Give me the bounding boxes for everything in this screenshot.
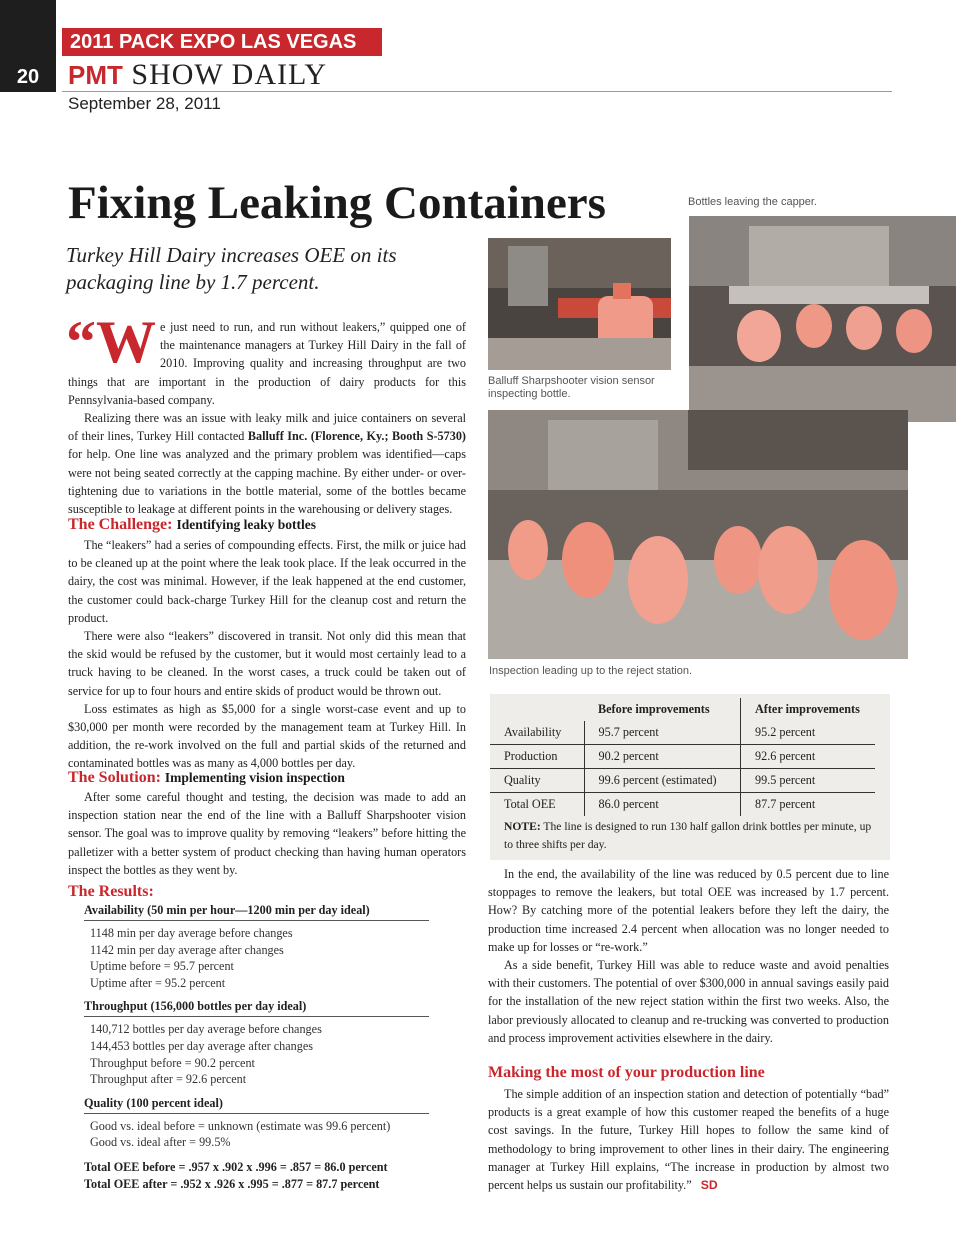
company-contact: Balluff Inc. (Florence, Ky.; Booth S-5730) (247, 429, 466, 444)
making-text (488, 1085, 889, 1194)
issue-date: September 28, 2011 (68, 94, 221, 113)
caption-reject: Inspection leading up to the reject station. (489, 665, 693, 677)
drop-cap: “W (66, 309, 156, 375)
challenge-paragraph-3: Loss estimates as high as $5,000 for a single worst-case event and up to $30,000 per month were recorded by the management team at Turkey Hill. In addition, the re-work involved on the full and partial skids of the returned and contaminated bottles was as many as 4,000 bottles per day. (68, 701, 466, 771)
right-paragraph-2: As a side benefit, Turkey Hill was able to reduce waste and avoid penalties with their customers. The potential of over $300,000 in annual savings easily paid for the installation of the new reject station within the first two weeks. Also, the labor previously allocated to cleanup and re-trucking was converted to production and process improvement activities elsewhere in the dairy. (488, 958, 889, 1045)
challenge-paragraph-2: There were also “leakers” discovered in transit. Not only did this mean that the skid would be refused by the customer, but it would most certainly lead to a truck having to be cleaned. In the worst cases, a truck could be taken out of service for up to four hours and entire skids of product would be thrown out. (68, 629, 466, 698)
table-note: NOTE: The line is designed to run 130 half gallon drink bottles per minute, up to three shifts per day. (504, 820, 872, 851)
article-deck: Turkey Hill Dairy increases OEE on its packaging line by 1.7 percent. (66, 243, 397, 294)
solution-text (68, 788, 466, 879)
results-quality-lines: Good vs. ideal before = unknown (estimate was 99.6 percent) Good vs. ideal after = 99.5% (90, 1118, 391, 1150)
right-text (488, 865, 889, 1047)
photo-capper (689, 216, 956, 422)
making-paragraph-1: The simple addition of an inspection station and detection of potentially “bad” products is a great example of how this customer reaped the benefits of a huge cost savings. In the future, Turkey Hill hopes to follow the same kind of methodology to bring improvement to other lines in their dairy. The engineering manager at Turkey Hill explains, “The increase in production by almost two percent helps us sustain our profitability.” (488, 1087, 889, 1193)
intro-text (66, 309, 466, 518)
caption-sensor: Balluff Sharpshooter vision sensor inspecting bottle. (488, 375, 655, 400)
oee-table-box (490, 694, 890, 860)
publication-name (68, 58, 327, 92)
header-rule (62, 91, 892, 92)
table-row: Availability 95.7 percent 95.2 percent (490, 721, 875, 745)
total-oee-after: Total OEE after = .952 x .926 x .995 = .877 = 87.7 percent (84, 1176, 380, 1191)
challenge-heading: The Challenge: Identifying leaky bottles (68, 516, 316, 533)
total-oee-before: Total OEE before = .957 x .902 x .996 = .857 = 86.0 percent (84, 1159, 388, 1174)
page-number: 20 (16, 66, 40, 88)
solution-paragraph-1: After some careful thought and testing, the decision was made to add an inspection station near the end of the line with a Balluff Sharpshooter vision sensor. The goal was to improve quality by removing “leakers” before hitting the palletizer with a better system of product checking than having human operators inspect the bottles as they went by. (68, 790, 466, 877)
article-title: Fixing Leaking Containers (68, 177, 606, 229)
intro-paragraph-2a: Realizing there was an issue with leaky milk and juice containers on several of their lines, Turkey Hill contacted (68, 411, 466, 444)
oee-comparison-table (490, 698, 875, 816)
results-block (84, 903, 444, 1192)
caption-capper: Bottles leaving the capper. (688, 196, 818, 208)
intro-paragraph-2b: for help. One line was analyzed and the primary problem was identified—caps were not being seated correctly at the capping machine. By either under- or over-tightening due to variations in the bottle material, some of the bottles became susceptible to leakage at different points in the warehousing or delivery stages. (68, 447, 466, 517)
signoff-mark: SD (700, 1178, 718, 1193)
making-heading: Making the most of your production line (488, 1064, 765, 1081)
table-row: Total OEE 86.0 percent 87.7 percent (490, 793, 875, 817)
table-corner (490, 698, 584, 721)
challenge-text (68, 536, 466, 773)
results-availability-head: Availability (50 min per hour—1200 min per day ideal) (84, 903, 429, 921)
photo-reject-station (488, 410, 908, 659)
publication-title: SHOW DAILY (131, 58, 327, 91)
right-paragraph-1: In the end, the availability of the line was reduced by 0.5 percent due to line stoppages to remove the leakers, but total OEE was increased by 1.7 percent. How? By catching more of the potential leakers before they left the dairy, the production time increased 2.4 percent when allocation was no longer needed to make up for losses or “re-work.” (488, 867, 889, 954)
results-availability-lines: 1148 min per day average before changes 1142 min per day average after changes Uptime before = 95.7 percent Uptime after = 95.2 percent (90, 926, 293, 990)
challenge-paragraph-1: The “leakers” had a series of compounding effects. First, the milk or juice had to be cleaned up at the point where the leak took place. If the leak occurred in the dairy, the cost was minimal. However, if the leak happened at the end customer, the customer could back-charge Turkey Hill for the cleanup cost and return the product. (68, 538, 466, 625)
publication-brand: PMT (68, 60, 123, 90)
table-row: Quality 99.6 percent (estimated) 99.5 percent (490, 769, 875, 793)
table-row: Production 90.2 percent 92.6 percent (490, 745, 875, 769)
results-quality-head: Quality (100 percent ideal) (84, 1096, 429, 1114)
results-heading: The Results: (68, 883, 154, 900)
intro-paragraph-1: e just need to run, and run without leakers,” quipped one of the maintenance managers at Turkey Hill Dairy in the fall of 2010. Improving quality and increasing throughput are two things that are important in the production of dairy products for this Pennsylvania-based company. (68, 320, 466, 407)
event-banner: 2011 PACK EXPO LAS VEGAS (62, 28, 382, 56)
table-header-after: After improvements (755, 702, 860, 716)
photo-vision-sensor (488, 238, 671, 370)
solution-heading: The Solution: Implementing vision inspection (68, 769, 345, 786)
results-throughput-lines: 140,712 bottles per day average before changes 144,453 bottles per day average after changes Throughput before = 90.2 percent Throughput after = 92.6 percent (90, 1022, 322, 1087)
table-header-before: Before improvements (584, 698, 741, 721)
results-throughput-head: Throughput (156,000 bottles per day ideal) (84, 999, 429, 1017)
